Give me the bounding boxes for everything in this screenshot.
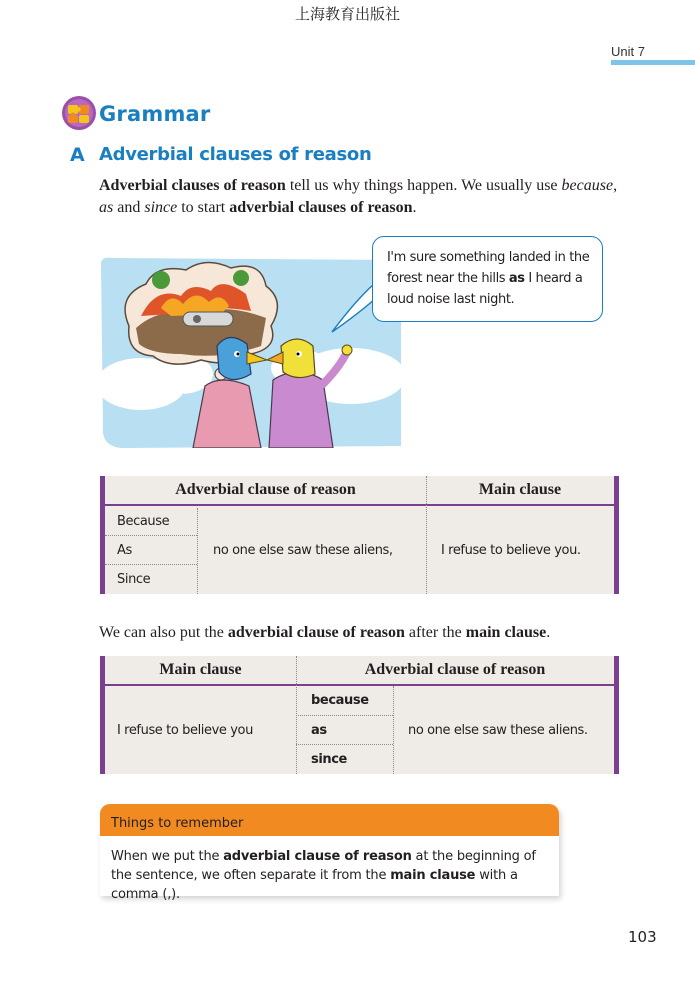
section-title: Adverbial clauses of reason — [99, 144, 372, 165]
table-cell-conjunction: as — [311, 723, 327, 738]
row-divider — [296, 715, 393, 716]
intro-paragraph: Adverbial clauses of reason tell us why things happen. We usually use because, as and since to start adverbial clauses of reason. — [99, 177, 618, 216]
row-divider — [105, 535, 197, 536]
row-divider — [105, 564, 197, 565]
table-cell-conjunction: Since — [117, 572, 151, 587]
table-cell-conjunction: because — [311, 693, 369, 708]
unit-bar — [611, 60, 695, 65]
table-header-main: Main clause — [159, 661, 242, 678]
column-divider — [393, 686, 394, 774]
table-cell-main: I refuse to believe you — [117, 723, 253, 738]
unit-label: Unit 7 — [611, 44, 645, 59]
column-divider — [426, 476, 427, 594]
page-number: 103 — [628, 928, 657, 946]
publisher-header: 上海教育出版社 — [294, 5, 400, 23]
table-cell-conjunction: As — [117, 543, 132, 558]
things-to-remember-box — [100, 804, 559, 902]
sentence-after-main-clause: We can also put the adverbial clause of reason after the main clause. — [99, 624, 551, 641]
section-letter: A — [70, 144, 85, 166]
table-header-reason: Adverbial clause of reason — [175, 481, 356, 498]
remember-title: Things to remember — [100, 804, 559, 836]
table-cell-main: I refuse to believe you. — [441, 543, 581, 558]
grammar-heading: Grammar — [99, 102, 211, 126]
column-divider — [197, 508, 198, 594]
reason-first-table — [100, 476, 619, 594]
table-cell-reason: no one else saw these aliens. — [408, 723, 588, 738]
reason-after-table — [100, 656, 619, 774]
table-cell-conjunction: Because — [117, 514, 170, 529]
row-divider — [296, 744, 393, 745]
table-cell-conjunction: since — [311, 752, 347, 767]
grammar-badge-icon — [61, 95, 97, 131]
speech-bubble-tail — [328, 280, 378, 336]
remember-body: When we put the adverbial clause of reason at the beginning of the sentence, we often separate it from the main clause with a comma (,). — [111, 849, 536, 902]
table-cell-reason: no one else saw these aliens, — [213, 543, 393, 558]
table-header-reason: Adverbial clause of reason — [364, 661, 546, 678]
speech-bubble: I'm sure something landed in the forest near the hills as I heard a loud noise last night. — [372, 236, 603, 322]
table-header-main: Main clause — [478, 481, 562, 498]
